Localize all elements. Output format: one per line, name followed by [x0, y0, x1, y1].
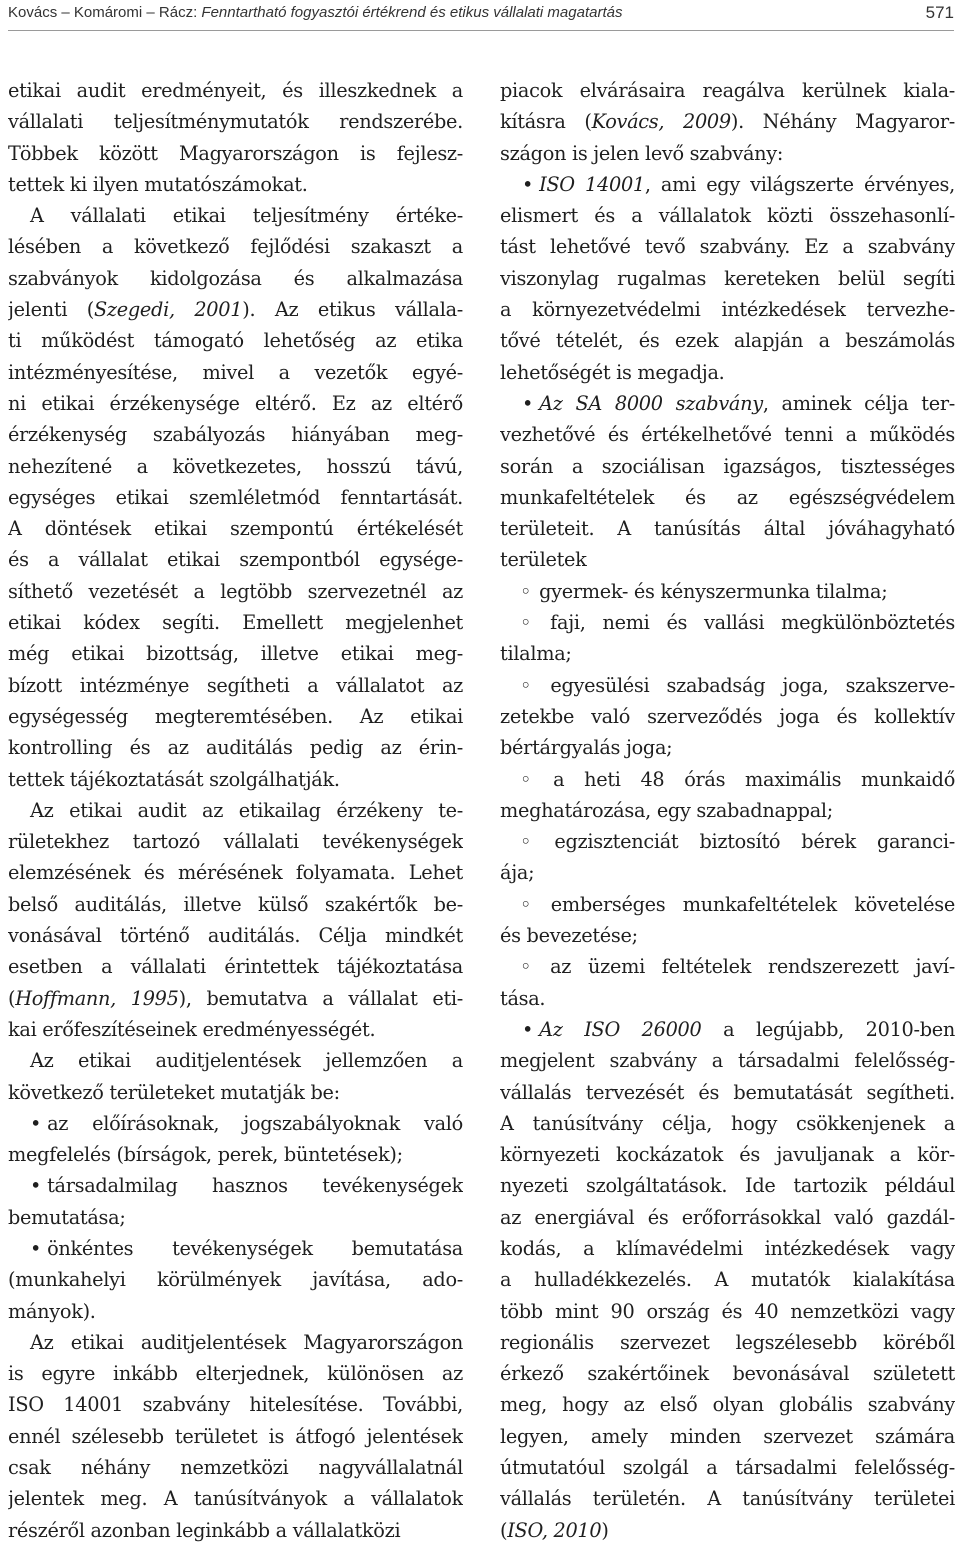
right-text-line: nyezeti szolgáltatások. Ide tartozik például [500, 1174, 955, 1198]
left-text-line: (Hoffmann, 1995), bemutatva a vállalat eti- [8, 986, 463, 1010]
left-text-line: • önkéntes tevékenységek bemutatása [8, 1233, 463, 1264]
left-text-line: Többek között Magyarországon is fejlesz- [8, 141, 463, 165]
right-text-line: ◦ egyesülési szabadság joga, szakszerve- [500, 670, 955, 701]
left-text-line: ti működést támogató lehetőség az etika [8, 329, 463, 353]
right-text-line: • Az SA 8000 szabvány, aminek célja ter- [500, 388, 955, 419]
left-text-line: ennél szélesebb területet is átfogó jelentések [8, 1424, 463, 1448]
right-text-line: bértárgyalás joga; [500, 736, 673, 760]
right-text-line: zetekbe való szerveződés joga és kollektív [500, 704, 955, 728]
left-text-line: egységes etikai szemléletmód fenntartását. [8, 485, 463, 509]
left-text-line: szabványok kidolgozása és alkalmazása [8, 266, 463, 290]
left-text-line: síthető vezetését a legtöbb szervezetnél az [8, 579, 463, 603]
left-text-line: Az etikai auditjelentések Magyarországon [30, 1330, 463, 1354]
right-column [500, 75, 955, 1546]
right-text-line: regionális szervezet legszélesebb köréből [500, 1330, 955, 1354]
right-text-line: elismert és a vállalatok közti összehasonlí- [500, 204, 955, 228]
left-text-line: etikai kódex segíti. Emellett megjelenhet [8, 611, 463, 635]
left-text-line: vállalati teljesítménymutatók rendszerébe. [8, 110, 463, 134]
left-text-line: tettek ki ilyen mutatószámokat. [8, 172, 308, 196]
left-text-line: ni etikai érzékenysége eltérő. Ez az eltérő [8, 391, 463, 415]
right-text-line: megjelent szabvány a társadalmi felelősség- [500, 1049, 955, 1073]
left-text-line: belső auditálás, illetve külső szakértők be- [8, 892, 463, 916]
left-text-line: még etikai bizottság, illetve etikai meg- [8, 642, 463, 666]
left-text-line: jelenti (Szegedi, 2001). Az etikus vállala- [8, 298, 463, 322]
left-text-line: elemzésének és mérésének folyamata. Lehet [8, 861, 463, 885]
right-text-line: lehetőségét is megadja. [500, 360, 725, 384]
right-text-line: ◦ emberséges munkafeltételek követelése [500, 889, 955, 920]
right-text-line: és bevezetése; [500, 924, 638, 948]
right-text-line: vállalás tervezését és bemutatását segítheti. [500, 1080, 955, 1104]
right-text-line: környezeti kockázatok és javuljanak a kör- [500, 1143, 955, 1167]
right-text-line: vezhetővé és értékelhetővé tenni a működés [500, 423, 955, 447]
header-authors-title [8, 0, 622, 26]
left-text-line: egységesség megteremtésében. Az etikai [8, 704, 463, 728]
right-text-line: meghatározása, egy szabadnappal; [500, 798, 833, 822]
right-text-line: • ISO 14001, ami egy világszerte érvényes, [500, 169, 955, 200]
right-text-line: tása. [500, 986, 546, 1010]
right-text-line: szágon is jelen levő szabvány: [500, 141, 784, 165]
running-header [8, 0, 954, 31]
right-text-line: ája; [500, 861, 535, 885]
right-text-line: útmutatóul szolgál a társadalmi felelősség- [500, 1456, 955, 1480]
left-text-line: rületekhez tartozó vállalati tevékenységek [8, 830, 463, 854]
right-text-line: területeit. A tanúsítás által jóváhagyható [500, 517, 955, 541]
right-text-line: • Az ISO 26000 a legújabb, 2010-ben [500, 1014, 955, 1045]
right-text-line: a hulladékkezelés. A mutatók kialakítása [500, 1268, 955, 1292]
right-text-line: során a szociálisan igazságos, tisztességes [500, 454, 955, 478]
left-text-line: esetben a vállalati érintettek tájékoztatása [8, 955, 463, 979]
right-text-line: az energiával és erőforrásokkal való gazdál- [500, 1205, 955, 1229]
right-text-line: tást lehetővé tevő szabvány. Ez a szabvány [500, 235, 955, 259]
left-text-line: következő területeket mutatják be: [8, 1080, 340, 1104]
right-text-line: viszonylag rugalmas kereteken belül segíti [500, 266, 955, 290]
left-text-line: megfelelés (bírságok, perek, büntetések); [8, 1143, 403, 1167]
left-text-line: kontrolling és az auditálás pedig az érin- [8, 736, 463, 760]
left-text-line: részéről azonban leginkább a vállalatközi [8, 1518, 401, 1542]
right-text-line: ◦ a heti 48 órás maximális munkaidő [500, 764, 955, 795]
right-text-line: kodás, a klímavédelmi intézkedések vagy [500, 1236, 955, 1260]
left-text-line: • társadalmilag hasznos tevékenységek [8, 1170, 463, 1201]
left-text-line: bemutatása; [8, 1205, 126, 1229]
left-text-line: lésében a következő fejlődési szakaszt a [8, 235, 463, 259]
right-text-line: ◦ gyermek- és kényszermunka tilalma; [500, 576, 955, 607]
left-text-line: (munkahelyi körülmények javítása, ado- [8, 1268, 463, 1292]
header-title: Fenntartható fogyasztói értékrend és etikus vállalati magatartás [201, 4, 623, 21]
left-text-line: és a vállalat etikai szempontból egysége- [8, 548, 463, 572]
right-text-line: ◦ faji, nemi és vallási megkülönböztetés [500, 607, 955, 638]
left-column [8, 75, 463, 1546]
left-text-line: A vállalati etikai teljesítmény értéke- [30, 204, 463, 228]
right-text-line: munkafeltételek és az egészségvédelem [500, 485, 955, 509]
left-text-line: A döntések etikai szempontú értékelését [8, 517, 463, 541]
left-text-line: Az etikai audit az etikailag érzékeny te- [30, 798, 463, 822]
left-text-line: intézményesítése, mivel a vezetők egyé- [8, 360, 463, 384]
left-text-line: is egyre inkább elterjednek, különösen az [8, 1362, 463, 1386]
header-authors: Kovács – Komáromi – Rácz: [8, 4, 202, 21]
page-number: 571 [925, 3, 954, 22]
right-text-line: piacok elvárásaira reagálva kerülnek kiala- [500, 79, 955, 102]
right-text-line: meg, hogy az első olyan globális szabvány [500, 1393, 955, 1417]
right-text-line: több mint 90 ország és 40 nemzetközi vagy [500, 1299, 955, 1323]
right-text-line: legyen, amely minden szervezet számára [500, 1424, 955, 1448]
right-text-line: a környezetvédelmi intézkedések tervezhe- [500, 298, 955, 322]
left-text-line: Az etikai auditjelentések jellemzően a [30, 1049, 463, 1073]
left-text-line: kai erőfeszítéseinek eredményességét. [8, 1017, 376, 1041]
left-text-line: tettek tájékoztatását szolgálhatják. [8, 767, 340, 791]
left-text-line: mányok). [8, 1299, 96, 1323]
right-text-line: tilalma; [500, 642, 572, 666]
left-text-line: bízott intézménye segítheti a vállalatot az [8, 673, 463, 697]
left-text-line: nehezítené a következetes, hosszú távú, [8, 454, 463, 478]
right-text-line: (ISO, 2010) [500, 1518, 609, 1542]
left-text-line: • az előírásoknak, jogszabályoknak való [8, 1108, 463, 1139]
right-text-line: ◦ egzisztenciát biztosító bérek garanci- [500, 826, 955, 857]
left-text-line: vonásával történő auditálás. Célja mindkét [8, 924, 463, 948]
right-text-line: vállalás területén. A tanúsítvány területei [500, 1487, 955, 1511]
right-text-line: területek [500, 548, 587, 572]
right-text-line: A tanúsítvány célja, hogy csökkenjenek a [500, 1111, 955, 1135]
right-text-line: ◦ az üzemi feltételek rendszerezett javí- [500, 951, 955, 982]
left-text-line: csak néhány nemzetközi nagyvállalatnál [8, 1456, 463, 1480]
right-text-line: tővé tételét, és ezek alapján a beszámolás [500, 329, 955, 353]
left-text-line: ISO 14001 szabvány hitelesítése. További, [8, 1393, 463, 1417]
left-text-line: érzékenység szabályozás hiányában meg- [8, 423, 463, 447]
right-text-line: kításra (Kovács, 2009). Néhány Magyaror- [500, 110, 955, 134]
right-text-line: érkező szakértőinek bevonásával született [500, 1362, 955, 1386]
left-text-line: etikai audit eredményeit, és illeszkednek a [8, 79, 463, 102]
left-text-line: jelentek meg. A tanúsítványok a vállalatok [8, 1487, 463, 1511]
